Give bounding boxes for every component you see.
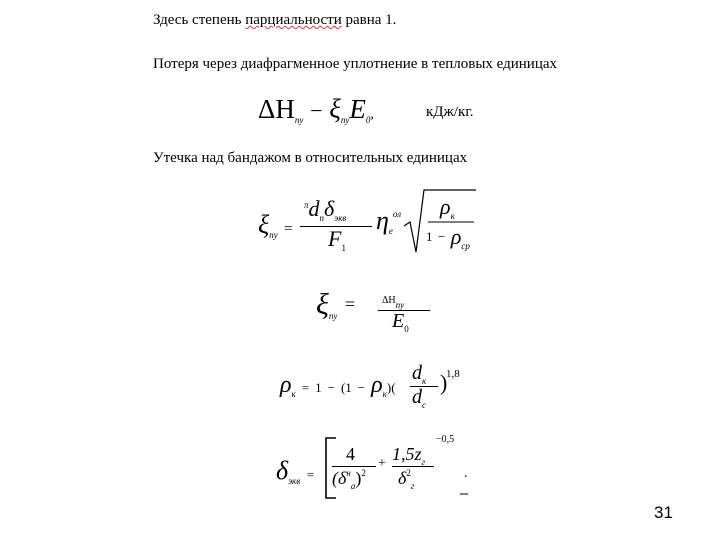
eq5-exp: −0,5 — [436, 434, 455, 445]
text-line-1-prefix: Здесь степень — [153, 12, 246, 28]
eq2-pi: π — [304, 200, 309, 210]
equation-5 — [276, 456, 314, 486]
eq1-minus: − — [310, 98, 323, 123]
eq5-delta-sub: экв — [288, 476, 301, 486]
eq5-f1-bar — [332, 466, 376, 467]
eq4-denominator — [412, 386, 426, 410]
eq2-rho-bottom-sub: ср — [461, 241, 470, 251]
eq2-rho-bottom-symbol: ρ — [450, 224, 462, 249]
equation-3 — [316, 288, 355, 322]
eq5-f2-bar — [392, 466, 434, 467]
eq2-delta: δ — [324, 196, 335, 221]
eq4-close: )( — [386, 380, 396, 395]
eq4-den-sub: с — [422, 400, 426, 410]
eq1-lhs: ΔH — [258, 94, 295, 124]
eq1-xi: ξ — [329, 94, 341, 124]
eq2-delta-sub: экв — [334, 213, 347, 223]
eq3-den-sub: 0 — [404, 324, 409, 334]
eq2-xi: ξ — [258, 210, 270, 239]
eq5-f1-denominator — [332, 468, 366, 491]
eq3-numerator — [382, 286, 404, 310]
eq2-numerator — [304, 196, 346, 223]
eq4-minus-2: − — [357, 380, 366, 395]
text-line-1-suffix: равна 1. — [341, 12, 397, 28]
eq4-eq: = — [301, 380, 310, 395]
eq2-eq: = — [284, 221, 293, 237]
eq4-rho-sub: к — [291, 389, 296, 399]
eq5-f2-den-sup: 2 — [406, 468, 411, 478]
text-line-3: Утечка над бандажом в относительных единицах — [153, 150, 468, 166]
text-line-1 — [153, 12, 396, 29]
equation-4 — [280, 372, 396, 399]
eq5-f1-num: 4 — [346, 444, 355, 464]
eq2-xi-sub: пу — [269, 230, 278, 240]
eq2-minus: − — [438, 229, 446, 244]
eq4-rho2: ρ — [371, 372, 383, 398]
eq2-denominator — [328, 226, 346, 253]
eq4-den: d — [412, 386, 422, 408]
eq2-eta-sub: е — [388, 226, 393, 236]
eq4-num-sub: к — [422, 376, 427, 386]
eq2-d: d — [308, 196, 320, 221]
eq3-denominator — [392, 310, 409, 334]
equation-2 — [258, 210, 293, 240]
eq2-eta-sup: ол — [392, 209, 402, 219]
eq3-num-sub: пу — [395, 300, 405, 310]
eq5-delta: δ — [276, 456, 289, 485]
eq4-open: (1 — [340, 380, 352, 395]
eq5-eq: = — [306, 467, 315, 482]
eq2-rho-top-symbol: ρ — [440, 194, 451, 219]
text-line-2: Потеря через диафрагменное уплотнение в тепловых единицах — [153, 56, 558, 72]
eq5-f2-numerator — [392, 444, 425, 467]
eq4-close2: ) — [440, 370, 448, 395]
eq5-f1-numerator — [346, 444, 355, 465]
eq3-xi-sub: пу — [328, 311, 338, 321]
eq3-den: E — [392, 310, 405, 332]
eq1-E: E — [349, 94, 366, 124]
eq3-xi: ξ — [316, 288, 329, 321]
eq5-f1-den-end: ) — [355, 468, 362, 488]
eq2-rho-top-sub: к — [450, 211, 455, 221]
eq4-one: 1 — [315, 380, 322, 395]
eq3-num: ΔH — [382, 295, 396, 306]
eq4-rho: ρ — [280, 372, 292, 398]
text-line-1-word: парциальности — [245, 12, 342, 28]
eq4-minus: − — [327, 380, 335, 395]
eq1-unit: кДж/кг. — [426, 104, 474, 120]
eq5-f1-den-sup: н — [346, 468, 351, 478]
eq3-eq: = — [344, 294, 356, 314]
eq2-F-sub: 1 — [341, 243, 346, 253]
eq2-rho-top — [440, 194, 455, 221]
eq2-eta: η — [376, 206, 389, 235]
eq1-xi-sub: пу — [340, 115, 350, 125]
eq5-f1-den: (δ — [332, 468, 347, 488]
eq2-one: 1 — [426, 229, 433, 244]
eq5-f1-den-pow: 2 — [361, 468, 366, 478]
eq5-f1-den-sub: а — [350, 481, 356, 491]
eq4-num: d — [412, 362, 422, 384]
eq4-rho2-sub: к — [382, 389, 387, 399]
eq2-eta-group — [376, 206, 401, 236]
page-number: 31 — [654, 503, 673, 522]
eq5-dot: . — [464, 466, 468, 481]
eq1-E-sub: 0 — [365, 115, 371, 125]
eq5-f2-num: 1,5z — [392, 444, 422, 464]
eq4-numerator — [412, 362, 426, 386]
eq5-plus: + — [378, 456, 386, 471]
eq2-F: F — [328, 226, 342, 251]
eq5-f2-denominator — [398, 468, 414, 491]
eq5-f2-den-sub: г — [410, 481, 415, 491]
eq5-f2-den: δ — [398, 468, 407, 488]
eq2-d-sub: п — [319, 213, 325, 223]
eq2-rho-bottom — [426, 224, 470, 251]
eq4-exp: 1,8 — [446, 368, 460, 380]
eq5-f2-num-sub: г — [421, 457, 426, 467]
eq1-lhs-sub: пу — [294, 115, 304, 125]
equation-1 — [258, 94, 374, 125]
eq1-comma: , — [370, 107, 374, 122]
